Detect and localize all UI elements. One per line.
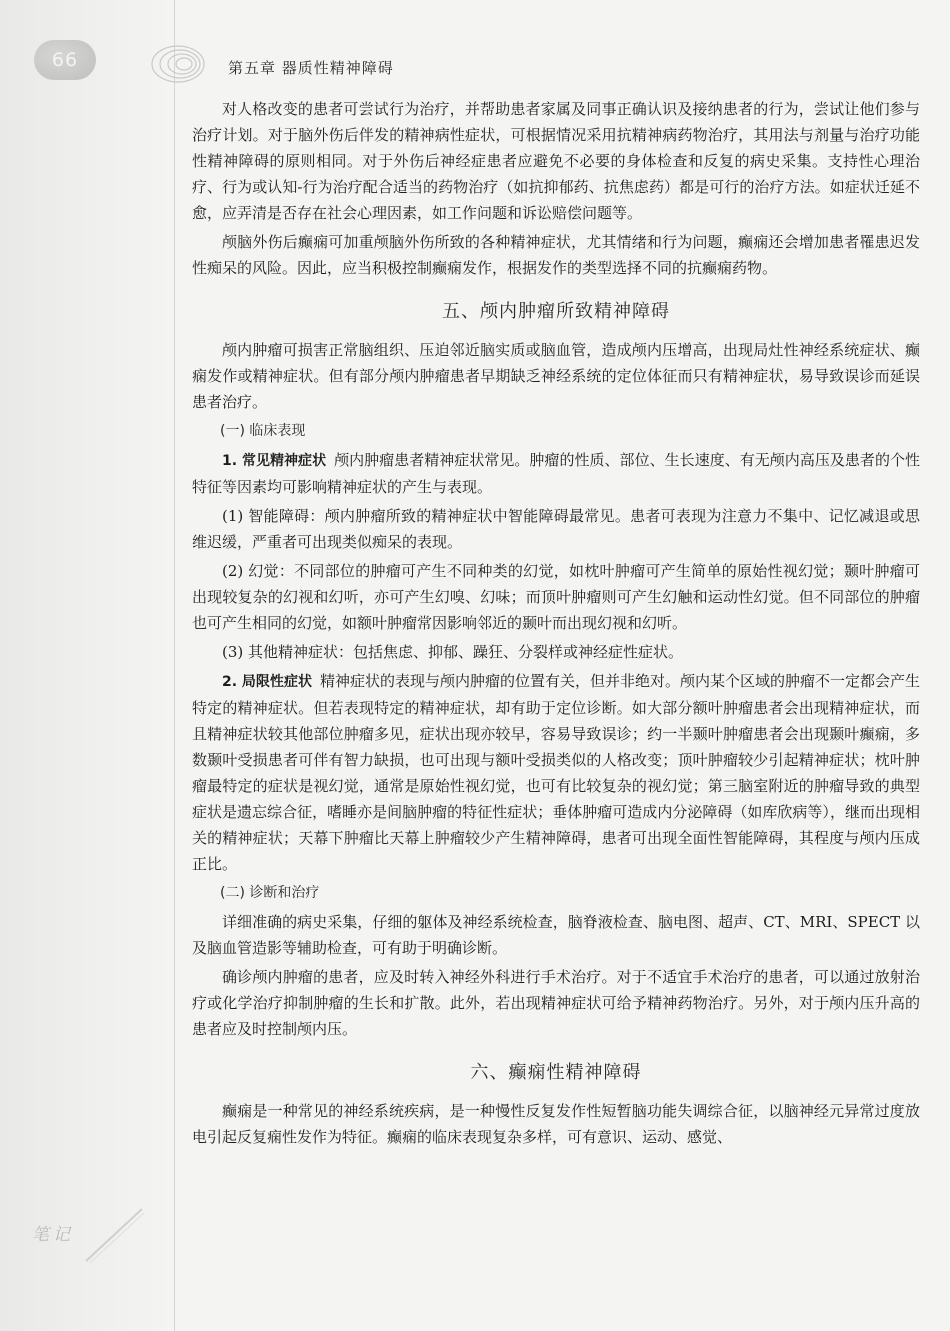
chapter-header: 第五章 器质性精神障碍 bbox=[228, 59, 394, 77]
section-heading: 六、癫痫性精神障碍 bbox=[470, 1062, 642, 1083]
paragraph bbox=[192, 668, 920, 877]
paragraph: 癫痫是一种常见的神经系统疾病，是一种慢性反复发作性短暂脑功能失调综合征，以脑神经元异常过度放电引起反复痫性发作为特征。癫痫的临床表现复杂多样，可有意识、运动、感觉、 bbox=[192, 1102, 920, 1146]
section-heading: 五、颅内肿瘤所致精神障碍 bbox=[442, 301, 670, 322]
term-heading: 1. 常见精神症状 bbox=[222, 453, 327, 469]
paragraph bbox=[192, 447, 920, 500]
left-margin bbox=[0, 0, 175, 1331]
paragraph-text: 颅内肿瘤患者精神症状常见。肿瘤的性质、部位、生长速度、有无颅内高压及患者的个性特征等因素均可影响精神症状的产生与表现。 bbox=[192, 451, 920, 496]
paragraph: (3) 其他精神症状：包括焦虑、抑郁、躁狂、分裂样或神经症性症状。 bbox=[222, 643, 684, 661]
page-body bbox=[192, 96, 920, 1153]
page-number: 66 bbox=[51, 49, 79, 71]
margin-divider bbox=[174, 0, 175, 1331]
paragraph-text: 精神症状的表现与颅内肿瘤的位置有关，但并非绝对。颅内某个区域的肿瘤不一定都会产生特定的精神症状。但若表现特定的精神症状，却有助于定位诊断。如大部分额叶肿瘤患者会出现精神症状，而且精神症状较其他部位肿瘤多见，症状出现亦较早，容易导致误诊；约一半颞叶肿瘤患者会出现颞叶癫痫，多数颞叶受损患者可伴有智力缺损，也可出现与额叶受损类似的人格改变；顶叶肿瘤较少引起精神症状；枕叶肿瘤最特定的症状是视幻觉，通常是原始性视幻觉，也可有比较复杂的视幻觉；第三脑室附近的肿瘤导致的典型症状是遗忘综合征，嗜睡亦是间脑肿瘤的特征性症状；垂体肿瘤可造成内分泌障碍（如库欣病等），继而出现相关的精神症状；天幕下肿瘤比天幕上肿瘤较少产生精神障碍，患者可出现全面性智能障碍，其程度与颅内压成正比。 bbox=[192, 672, 920, 873]
paragraph: (1) 智能障碍：颅内肿瘤所致的精神症状中智能障碍最常见。患者可表现为注意力不集中、记忆减退或思维迟缓，严重者可出现类似痴呆的表现。 bbox=[192, 507, 920, 551]
paragraph: 确诊颅内肿瘤的患者，应及时转入神经外科进行手术治疗。对于不适宜手术治疗的患者，可以通过放射治疗或化学治疗抑制肿瘤的生长和扩散。此外，若出现精神症状可给予精神药物治疗。另外，对于颅内压升高的患者应及时控制颅内压。 bbox=[192, 968, 920, 1038]
notes-label: 笔记 bbox=[32, 1225, 74, 1245]
paragraph: 详细准确的病史采集，仔细的躯体及神经系统检查，脑脊液检查、脑电图、超声、CT、MRI、SPECT 以及脑血管造影等辅助检查，可有助于明确诊断。 bbox=[192, 913, 920, 957]
decorative-swirl-icon bbox=[150, 42, 210, 86]
page-number-badge bbox=[34, 40, 96, 80]
paragraph: 颅脑外伤后癫痫可加重颅脑外伤所致的各种精神症状，尤其情绪和行为问题，癫痫还会增加患者罹患迟发性痴呆的风险。因此，应当积极控制癫痫发作，根据发作的类型选择不同的抗癫痫药物。 bbox=[192, 233, 920, 277]
subsection-heading: (二) 诊断和治疗 bbox=[220, 885, 320, 901]
paragraph: (2) 幻觉：不同部位的肿瘤可产生不同种类的幻觉，如枕叶肿瘤可产生简单的原始性视幻觉；颞叶肿瘤可出现较复杂的幻视和幻听，亦可产生幻嗅、幻味；而顶叶肿瘤则可产生幻触和运动性幻觉。但不同部位的肿瘤也可产生相同的幻觉，如额叶肿瘤常因影响邻近的颞叶而出现幻视和幻听。 bbox=[192, 562, 920, 632]
subsection-heading: (一) 临床表现 bbox=[220, 423, 306, 439]
paragraph: 颅内肿瘤可损害正常脑组织、压迫邻近脑实质或脑血管，造成颅内压增高，出现局灶性神经系统症状、癫痫发作或精神症状。但有部分颅内肿瘤患者早期缺乏神经系统的定位体征而只有精神症状，易导致误诊而延误患者治疗。 bbox=[192, 341, 920, 411]
pen-icon bbox=[78, 1205, 148, 1265]
paragraph: 对人格改变的患者可尝试行为治疗，并帮助患者家属及同事正确认识及接纳患者的行为，尝试让他们参与治疗计划。对于脑外伤后伴发的精神病性症状，可根据情况采用抗精神病药物治疗，其用法与剂量与治疗功能性精神障碍的原则相同。对于外伤后神经症患者应避免不必要的身体检查和反复的病史采集。支持性心理治疗、行为或认知-行为治疗配合适当的药物治疗（如抗抑郁药、抗焦虑药）都是可行的治疗方法。如症状迁延不愈，应弄清是否存在社会心理因素，如工作问题和诉讼赔偿问题等。 bbox=[192, 100, 920, 222]
term-heading: 2. 局限性症状 bbox=[222, 674, 312, 690]
